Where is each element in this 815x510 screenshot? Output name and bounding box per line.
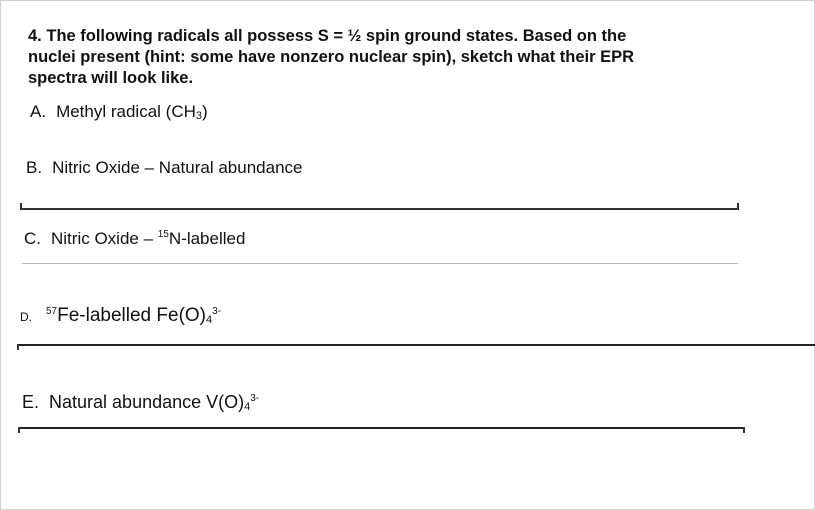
item-d-text: Fe-labelled Fe(O) bbox=[57, 305, 207, 326]
divider-e-left-tick bbox=[18, 427, 20, 433]
item-e-charge: 3- bbox=[250, 393, 260, 404]
item-a-letter: A. bbox=[30, 102, 47, 121]
question-body: The following radicals all possess S = ½ spin ground states. Based on the nuclei present (hint: some have nonzero nuclear spin), sketch what their EPR spectra will look like. bbox=[28, 27, 635, 87]
divider-d-left-tick bbox=[17, 344, 19, 350]
item-c-superscript: 15 bbox=[157, 229, 169, 240]
item-a bbox=[30, 102, 208, 122]
item-d-charge: 3- bbox=[212, 306, 222, 317]
item-b bbox=[26, 158, 302, 178]
item-c-text: Nitric Oxide – bbox=[51, 229, 158, 248]
item-e-text: Natural abundance V(O) bbox=[49, 392, 245, 412]
divider-d bbox=[17, 344, 815, 346]
item-c-letter: C. bbox=[24, 229, 41, 248]
item-e bbox=[22, 392, 259, 413]
item-a-text-end: ) bbox=[202, 102, 208, 121]
item-a-subscript: 3 bbox=[195, 110, 202, 122]
item-b-letter: B. bbox=[26, 158, 43, 177]
question-text bbox=[28, 26, 668, 89]
divider-e-right-tick bbox=[743, 427, 745, 433]
divider-b-right-tick bbox=[737, 203, 739, 209]
divider-e bbox=[18, 427, 745, 429]
divider-c bbox=[22, 263, 738, 264]
item-c bbox=[24, 229, 245, 249]
item-d-letter: D. bbox=[20, 310, 32, 324]
item-e-letter: E. bbox=[22, 392, 40, 412]
item-e-subscript: 4 bbox=[244, 401, 251, 413]
divider-b bbox=[20, 208, 739, 210]
question-number: 4. bbox=[28, 27, 42, 45]
item-d-superscript: 57 bbox=[46, 306, 58, 317]
item-d bbox=[20, 305, 221, 327]
item-b-text: Nitric Oxide – Natural abundance bbox=[52, 158, 303, 177]
item-d-subscript: 4 bbox=[206, 314, 213, 326]
item-a-text: Methyl radical (CH bbox=[56, 102, 196, 121]
item-c-text-end: N-labelled bbox=[168, 229, 246, 248]
divider-b-left-tick bbox=[20, 203, 22, 209]
